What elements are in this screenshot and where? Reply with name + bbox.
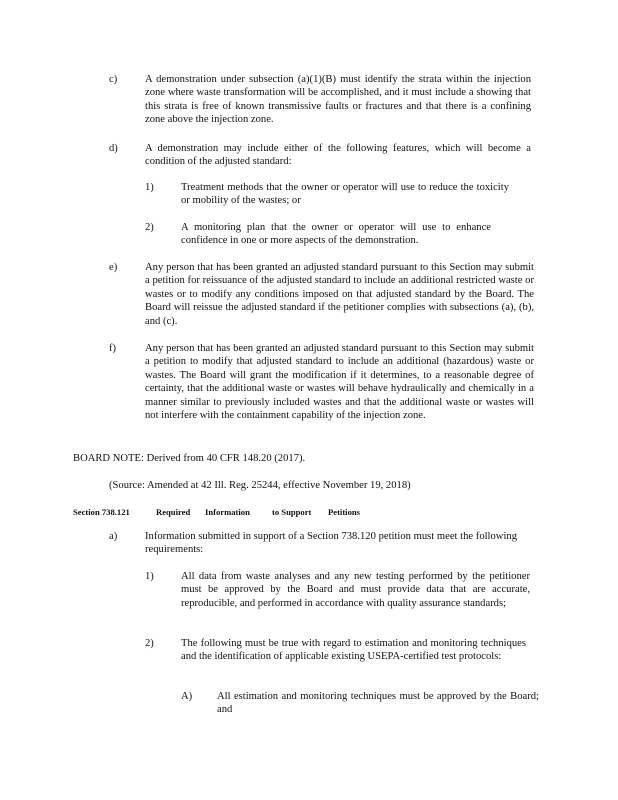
list-item-label: 2) — [145, 638, 154, 649]
heading-word: Petitions — [328, 507, 360, 517]
paragraph-text: A demonstration under subsection (a)(1)(B) must identify the strata within the injection zone where waste transformation will be accomplished, and it must include a showing that this strata is free of known transmissive faults or fractures and that there is a confining zone above the injection zone. — [145, 74, 531, 126]
paragraph-label: e) — [109, 262, 118, 273]
paragraph-text: Any person that has been granted an adjusted standard pursuant to this Section may submit a petition for reissuance of the adjusted standard to include an additional restricted waste or wastes or to modify any conditions imposed on that adjusted standard by the Board. The Board will reissue the adjusted standard if the petitioner complies with subsections (a), (b), and (c). — [145, 262, 534, 327]
list-item-label: 1) — [145, 571, 154, 582]
paragraph-label: c) — [109, 74, 118, 85]
heading-word: Required — [156, 507, 191, 517]
paragraph-label: a) — [109, 531, 118, 542]
section-heading — [73, 506, 360, 519]
heading-word: Information — [205, 507, 250, 517]
source-note: (Source: Amended at 42 Ill. Reg. 25244, effective November 19, 2018) — [109, 480, 411, 491]
list-item-text: A monitoring plan that the owner or operator will use to enhance confidence in one or more aspects of the demonstration. — [181, 222, 491, 247]
paragraph-text: A demonstration may include either of the following features, which will become a condition of the adjusted standard: — [145, 143, 531, 168]
board-note: BOARD NOTE: Derived from 40 CFR 148.20 (2017). — [73, 453, 306, 464]
paragraph-label: d) — [109, 143, 118, 154]
sub-list-item-label: A) — [181, 691, 193, 702]
list-item-label: 1) — [145, 182, 154, 193]
list-item-text: All data from waste analyses and any new testing performed by the petitioner must be approved by the Board and must provide data that are accurate, reproducible, and performed in accordance with quality assurance standards; — [181, 571, 530, 609]
list-item-text: The following must be true with regard to estimation and monitoring techniques and the identification of applicable existing USEPA-certified test protocols: — [181, 638, 526, 663]
section-label: Section 738.121 — [73, 507, 130, 517]
paragraph-text: Any person that has been granted an adjusted standard pursuant to this Section may submit a petition to modify that adjusted standard to include an additional (hazardous) waste or wastes. The Board will grant the modification if it determines, to a reasonable degree of certainty, that the additional waste or wastes will behave hydraulically and chemically in a manner similar to previously included wastes and that the additional waste or wastes will not interfere with the containment capability of the injection zone. — [145, 343, 534, 422]
list-item-text: Treatment methods that the owner or operator will use to reduce the toxicity or mobility of the wastes; or — [181, 182, 509, 207]
heading-word: to Support — [272, 507, 312, 517]
sub-list-item-text: All estimation and monitoring techniques must be approved by the Board; and — [217, 691, 539, 716]
list-item-label: 2) — [145, 222, 154, 233]
paragraph-label: f) — [109, 343, 117, 354]
paragraph-text: Information submitted in support of a Section 738.120 petition must meet the following requirements: — [145, 531, 517, 556]
